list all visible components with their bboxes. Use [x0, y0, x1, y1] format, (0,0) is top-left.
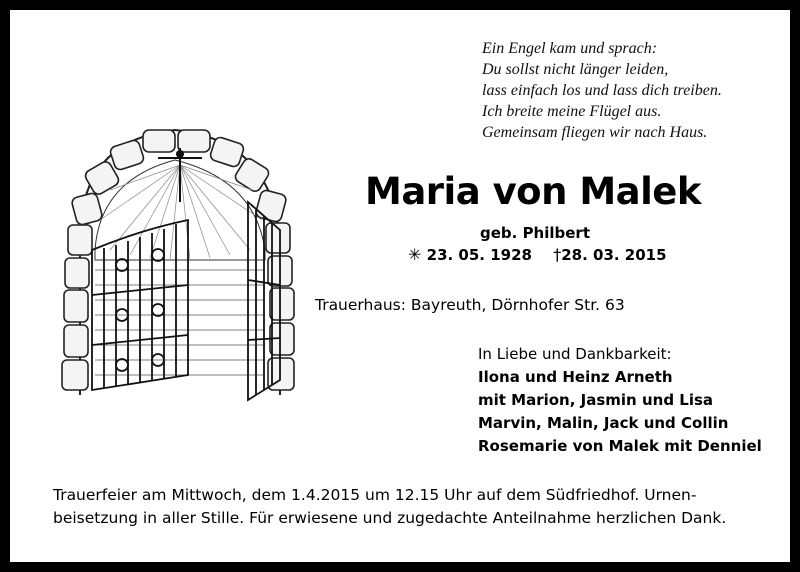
- funeral-notice: Trauerfeier am Mittwoch, dem 1.4.2015 um 12.15 Uhr auf dem Südfriedhof. Urnen-beisetzung in aller Stille. Für erwiesene und zugedachte Anteilnahme herzlichen Dank.: [53, 486, 727, 527]
- poem-line: Ein Engel kam und sprach:: [482, 40, 658, 57]
- poem-line: Gemeinsam fliegen wir nach Haus.: [482, 124, 708, 141]
- poem-line: Ich breite meine Flügel aus.: [482, 103, 662, 120]
- family-line: Ilona und Heinz Arneth: [478, 368, 673, 386]
- family-line: Marvin, Malin, Jack und Collin: [478, 414, 729, 432]
- obituary-card: [10, 10, 790, 562]
- mourning-house: Trauerhaus: Bayreuth, Dörnhofer Str. 63: [315, 296, 625, 314]
- arch-gate-illustration: [40, 110, 310, 410]
- deceased-name: Maria von Malek: [365, 170, 701, 213]
- life-dates: [408, 245, 667, 264]
- maiden-name: geb. Philbert: [480, 224, 591, 242]
- family-line: mit Marion, Jasmin und Lisa: [478, 391, 714, 409]
- thanks-lead: In Liebe und Dankbarkeit:: [478, 345, 672, 363]
- birth-date: 23. 05. 1928: [426, 246, 532, 264]
- poem-line: Du sollst nicht länger leiden,: [482, 61, 669, 78]
- death-cross-icon: †: [553, 245, 562, 264]
- birth-star-icon: ✳: [408, 245, 422, 264]
- family-line: Rosemarie von Malek mit Denniel: [478, 437, 762, 455]
- mourners-block: [478, 343, 762, 458]
- poem-line: lass einfach los und lass dich treiben.: [482, 82, 722, 99]
- poem: [482, 38, 722, 143]
- death-date: 28. 03. 2015: [561, 246, 667, 264]
